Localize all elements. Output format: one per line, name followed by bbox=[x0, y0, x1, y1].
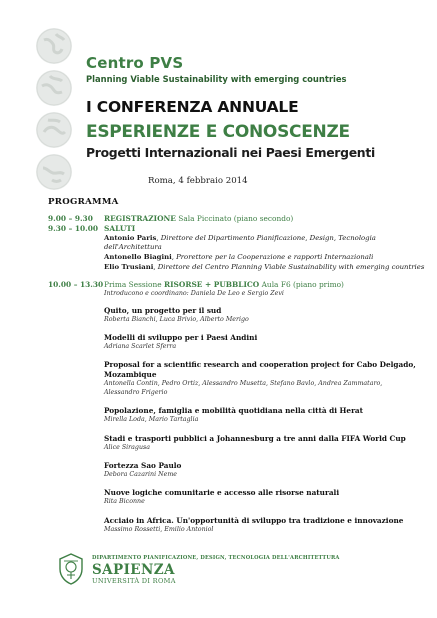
session-time: 10.00 – 13.30 bbox=[48, 280, 104, 289]
talk-authors: Alice Siragusa bbox=[104, 444, 150, 451]
speaker-line bbox=[104, 263, 424, 271]
talk-title: Nuove logiche comunitarie e accesso alle risorse naturali bbox=[104, 488, 340, 497]
speaker-role: , Direttore del Dipartimento Pianificazione, Design, Tecnologia bbox=[156, 234, 376, 242]
globe-icon bbox=[36, 154, 72, 190]
speaker-line bbox=[104, 234, 376, 242]
talk-title: Fortezza Sao Paulo bbox=[104, 461, 182, 470]
talk-authors: Debora Cazarini Neme bbox=[104, 471, 178, 478]
talk-authors: Roberta Bianchi, Luca Brivio, Alberto Merigo bbox=[104, 316, 249, 323]
session-row: Prima Sessione RISORSE + PUBBLICO Aula F6 (piano primo) bbox=[104, 280, 344, 289]
globe-icon bbox=[36, 28, 72, 64]
center-subtitle: Planning Viable Sustainability with emerging countries bbox=[86, 74, 347, 84]
conference-tagline: Progetti Internazionali nei Paesi Emergenti bbox=[86, 145, 375, 160]
talk-authors-cont: Alessandro Frigerio bbox=[104, 389, 168, 396]
talk-authors: Mirella Loda, Mario Tartaglia bbox=[104, 416, 199, 423]
globe-icon bbox=[36, 112, 72, 148]
registration-place: Sala Piccinato (piano secondo) bbox=[175, 214, 294, 223]
event-date: Roma, 4 febbraio 2014 bbox=[148, 176, 248, 186]
talk-title: Popolazione, famiglia e mobilità quotidiana nella città di Herat bbox=[104, 406, 364, 415]
session-place: Aula F6 (piano primo) bbox=[259, 280, 344, 289]
talk-authors: Antonella Contin, Pedro Ortiz, Alessandro Musetta, Stefano Bavlo, Andrea Zammataro, bbox=[104, 380, 383, 387]
center-name: Centro PVS bbox=[86, 54, 184, 72]
sapienza-seal-icon bbox=[58, 553, 84, 585]
registration-label: REGISTRAZIONE bbox=[104, 214, 176, 223]
conference-subtitle: ESPERIENZE E CONOSCENZE bbox=[86, 122, 350, 142]
conference-title: I CONFERENZA ANNUALE bbox=[86, 98, 299, 116]
talk-authors: Adriana Scarlet Sferra bbox=[104, 343, 177, 350]
registration-time: 9.00 – 9.30 bbox=[48, 214, 93, 223]
greetings-label: SALUTI bbox=[104, 224, 136, 233]
talk-authors: Rita Biconne bbox=[104, 498, 145, 505]
talk-title-cont: Mozambique bbox=[104, 370, 157, 379]
speaker-role-cont: dell'Architettura bbox=[104, 243, 162, 251]
program-heading: PROGRAMMA bbox=[48, 197, 119, 207]
university-subtitle: UNIVERSITÀ DI ROMA bbox=[92, 577, 176, 585]
registration-row bbox=[104, 214, 293, 223]
speaker-name: Antonello Biagini bbox=[104, 253, 172, 261]
session-intro: Introducono e coordinano: Daniela De Leo e Sergio Zevi bbox=[104, 290, 284, 297]
department-name: DIPARTIMENTO PIANIFICAZIONE, DESIGN, TECNOLOGIA DELL'ARCHITETTURA bbox=[92, 555, 340, 561]
talk-title: Quito, un progetto per il sud bbox=[104, 306, 222, 315]
globe-icon bbox=[36, 70, 72, 106]
speaker-name: Elio Trusiani bbox=[104, 263, 154, 271]
talk-title: Proposal for a scientific research and cooperation project for Cabo Delgado, bbox=[104, 360, 416, 369]
speaker-line bbox=[104, 253, 373, 261]
speaker-name: Antonio Paris bbox=[104, 234, 157, 242]
speaker-role: , Prorettore per la Cooperazione e rapporti Internazionali bbox=[171, 253, 374, 261]
talk-title: Modelli di sviluppo per i Paesi Andini bbox=[104, 333, 258, 342]
talk-title: Acciaio in Africa. Un'opportunità di sviluppo tra tradizione e innovazione bbox=[104, 516, 404, 525]
talk-title: Stadi e trasporti pubblici a Johannesburg a tre anni dalla FIFA World Cup bbox=[104, 434, 406, 443]
university-name: SAPIENZA bbox=[92, 562, 175, 578]
talk-authors: Massimo Rossetti, Emilio Antoniol bbox=[104, 526, 214, 533]
greetings-time: 9.30 – 10.00 bbox=[48, 224, 98, 233]
session-label: RISORSE + PUBBLICO bbox=[163, 280, 260, 289]
speaker-role: , Direttore del Centro Planning Viable Sustainability with emerging countries bbox=[153, 263, 425, 271]
